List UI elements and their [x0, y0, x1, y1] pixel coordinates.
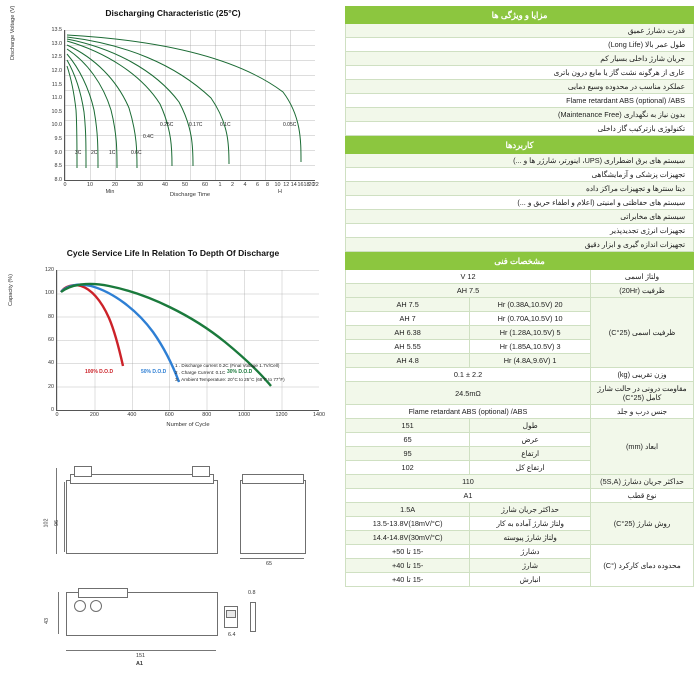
application-item: سیستم های مخابراتی: [346, 210, 694, 224]
x-tick: 8: [266, 182, 269, 188]
dimension-value: 151: [346, 419, 470, 433]
x-tick: 18: [303, 182, 310, 188]
curve-label: 0.6C: [131, 150, 142, 156]
curve-label: 0.17C: [189, 122, 203, 128]
note-line: 3 . Ambient Temperature: 20°C to 25°C (68°F to 77°F): [175, 377, 285, 383]
specs-table: [345, 252, 694, 587]
spec-value-capacity-20hr: 7.5 AH: [346, 284, 591, 298]
feature-item: جریان شارژ داخلی بسیار کم: [346, 52, 694, 66]
spec-label-operating-temperature: محدوده دمای کارکرد (°C): [591, 545, 694, 587]
x-tick: 6: [256, 182, 259, 188]
capacity-condition: 1 Hr (4.8A,9.6V): [470, 354, 591, 368]
feature-item: Flame retardant ABS (optional) /ABS: [346, 94, 694, 108]
dimension-value: 65: [346, 433, 470, 447]
curve-label: 0.1C: [220, 122, 231, 128]
dim-top-height: 43: [44, 618, 50, 624]
feature-item: تکنولوژی بازترکیب گاز داخلی: [346, 122, 694, 136]
spec-label-charge-method: روش شارژ (25°C): [591, 503, 694, 545]
y-tick: 8.0: [54, 177, 62, 183]
note-line: 2 . Charge Current: 0.1C: [175, 370, 226, 376]
x-unit-min: Min: [105, 189, 115, 195]
charge-value: 14.4-14.8V(30mV/°C): [346, 531, 470, 545]
top-view-post-1: [74, 600, 86, 612]
charge-value: 13.5-13.8V(18mV/°C): [346, 517, 470, 531]
spec-value-weight: 2.2 ± 0.1: [346, 368, 591, 382]
spec-value-terminal-type: A1: [346, 489, 591, 503]
spec-label-rated-capacity: ظرفیت اسمی (25°C): [591, 298, 694, 368]
side-view-lid: [242, 474, 304, 484]
y-tick: 100: [45, 290, 54, 297]
spec-label-capacity-20hr: ظرفیت (20Hr): [591, 284, 694, 298]
dim-terminal-height: 6.4: [228, 632, 236, 638]
dim-front-height-inner: 96: [54, 520, 60, 526]
capacity-ah: 7 AH: [346, 312, 470, 326]
front-view: [66, 480, 218, 554]
dim-line-top-height: [58, 592, 59, 634]
x-tick: 16: [297, 182, 304, 188]
curve-label: 0.05C: [283, 122, 297, 128]
dimension-name: ارتفاع کل: [470, 461, 591, 475]
terminal-detail-blade: [250, 602, 256, 632]
y-tick: 10.5: [51, 108, 62, 115]
application-item: دیتا سنترها و تجهیزات مراکز داده: [346, 182, 694, 196]
y-tick: 11.5: [51, 81, 62, 88]
curve-label: 1C: [109, 150, 116, 156]
x-tick: 1400: [313, 412, 325, 418]
curve-label: 0.25C: [160, 122, 174, 128]
capacity-ah: 6.38 AH: [346, 326, 470, 340]
capacity-condition: 3 Hr (1.85A,10.5V): [470, 340, 591, 354]
spec-label-weight: وزن تقریبی (kg): [591, 368, 694, 382]
y-tick: 9.0: [54, 149, 62, 156]
dimension-name: ارتفاع: [470, 447, 591, 461]
left-column: [0, 0, 345, 700]
x-tick: 50: [182, 182, 188, 188]
discharge-chart-plot: [51, 27, 319, 198]
dod-label-50: 50% D.O.D: [141, 369, 167, 375]
discharge-chart-title: Discharging Characteristic (25°C): [105, 8, 241, 18]
x-tick: 0: [63, 182, 67, 188]
dod-label-30: 30% D.O.D: [227, 369, 253, 375]
spec-label-nominal-voltage: ولتاژ اسمی: [591, 270, 694, 284]
y-tick: 13.0: [51, 40, 62, 47]
x-tick: 22: [312, 182, 319, 188]
features-title: مزایا و ویژگی ها: [346, 7, 694, 24]
spec-label-internal-resistance: مقاومت درونی در حالت شارژ کامل (25°C): [591, 382, 694, 405]
cycle-life-chart: [8, 248, 338, 448]
x-tick: 20: [308, 182, 315, 188]
x-tick: 40: [162, 182, 168, 188]
dim-front-height-outer: 102: [43, 518, 50, 528]
dim-side-width: 65: [266, 561, 272, 567]
terminal-detail-notch: [226, 610, 236, 618]
temperature-name: شارژ: [470, 559, 591, 573]
x-tick: 0: [55, 412, 59, 418]
y-tick: 20: [48, 383, 54, 390]
x-tick: 1: [218, 182, 222, 188]
application-item: سیستم های برق اضطراری (UPS، اینورتر، شارژر ها و ...): [346, 154, 694, 168]
y-tick: 80: [48, 313, 54, 320]
spec-value-nominal-voltage: 12 V: [346, 270, 591, 284]
x-tick: 14: [290, 182, 297, 188]
top-view-post-2: [90, 600, 102, 612]
right-column: [345, 6, 694, 587]
dod-label-100: 100% D.O.D: [85, 369, 114, 375]
feature-item: قدرت دشارژ عمیق: [346, 24, 694, 38]
capacity-condition: 10 Hr (0.70A,10.5V): [470, 312, 591, 326]
discharge-chart-xlabel: Discharge Time: [169, 192, 211, 198]
spec-label-max-discharge-current: حداکثر جریان دشارژ (5S,A): [591, 475, 694, 489]
y-tick: 8.5: [54, 163, 62, 170]
temperature-value: -15 تا 40+: [346, 559, 470, 573]
charge-name: حداکثر جریان شارژ: [470, 503, 591, 517]
y-tick: 11.0: [51, 95, 62, 102]
cycle-chart-ylabel: Capacity (%): [8, 273, 14, 306]
top-view-terminal-block: [78, 588, 128, 598]
capacity-ah: 4.8 AH: [346, 354, 470, 368]
side-view: [240, 480, 306, 554]
cycle-chart-xlabel: Number of Cycle: [166, 422, 210, 428]
spec-label-terminal-type: نوع قطب: [591, 489, 694, 503]
dim-top-width: 151: [136, 653, 145, 659]
dim-line-vertical-inner: [64, 482, 65, 552]
dim-line-vertical-outer: [56, 468, 57, 554]
dimension-value: 102: [346, 461, 470, 475]
x-unit-hour: H: [278, 189, 282, 195]
x-tick: 20: [112, 182, 118, 188]
spec-label-dimensions: ابعاد (mm): [591, 419, 694, 475]
temperature-value: -15 تا 40+: [346, 573, 470, 587]
y-tick: 60: [48, 337, 54, 343]
technical-drawings: [0, 462, 345, 700]
application-item: سیستم های حفاظتی و امنیتی (اعلام و اطفاء حریق و ...): [346, 196, 694, 210]
dimension-name: طول: [470, 419, 591, 433]
capacity-ah: 5.55 AH: [346, 340, 470, 354]
x-tick: 200: [89, 412, 99, 418]
x-tick: 30: [137, 182, 143, 188]
y-tick: 13.5: [51, 27, 62, 33]
capacity-condition: 20 Hr (0.38A,10.5V): [470, 298, 591, 312]
x-tick: 400: [127, 412, 137, 418]
curve-label: 2C: [91, 150, 98, 156]
charge-name: ولتاژ شارژ پیوسته: [470, 531, 591, 545]
feature-item: عملکرد مناسب در محدوده وسیع دمایی: [346, 80, 694, 94]
y-tick: 0: [51, 407, 54, 413]
spec-value-case-material: Flame retardant ABS (optional) /ABS: [346, 405, 591, 419]
dim-line-top-width: [66, 650, 216, 651]
x-tick: 12: [283, 182, 290, 188]
x-tick: 1200: [275, 412, 288, 418]
spec-label-case-material: جنس درب و جلد: [591, 405, 694, 419]
front-view-terminal-left: [74, 466, 92, 477]
feature-item: بدون نیاز به نگهداری (Maintenance Free): [346, 108, 694, 122]
dim-line-side-width: [240, 558, 304, 559]
specs-title: مشخصات فنی: [346, 253, 694, 270]
x-tick: 600: [164, 412, 174, 418]
dim-terminal-width: 0.8: [248, 590, 256, 596]
x-tick: 4: [243, 182, 247, 188]
applications-table: [345, 136, 694, 252]
charge-value: 1.5A: [346, 503, 470, 517]
temperature-value: -15 تا 50+: [346, 545, 470, 559]
spec-value-internal-resistance: 24.5mΩ: [346, 382, 591, 405]
x-tick: 800: [202, 412, 212, 418]
discharge-chart-ylabel: Discharge Voltage (V): [10, 5, 16, 60]
x-tick: 10: [87, 182, 93, 188]
terminal-type-label: A1: [136, 661, 143, 667]
x-tick: 1000: [238, 412, 251, 418]
y-tick: 10.0: [51, 122, 62, 129]
cycle-life-chart-title: Cycle Service Life In Relation To Depth Of Discharge: [66, 248, 280, 258]
y-tick: 120: [45, 267, 54, 273]
application-item: تجهیزات پزشکی و آزمایشگاهی: [346, 168, 694, 182]
temperature-name: دشارژ: [470, 545, 591, 559]
capacity-ah: 7.5 AH: [346, 298, 470, 312]
capacity-condition: 5 Hr (1.28A,10.5V): [470, 326, 591, 340]
feature-item: عاری از هرگونه نشت گاز یا مایع درون باتری: [346, 66, 694, 80]
charge-name: ولتاژ شارژ آماده به کار: [470, 517, 591, 531]
y-tick: 9.5: [54, 136, 62, 143]
application-item: تجهیزات اندازه گیری و ابزار دقیق: [346, 238, 694, 252]
spec-value-max-discharge-current: 110: [346, 475, 591, 489]
curve-label: 0.4C: [143, 134, 154, 140]
y-tick: 40: [48, 360, 54, 367]
curve-label: 3C: [75, 150, 82, 156]
cycle-chart-notes: [175, 362, 285, 383]
discharge-chart: [8, 5, 338, 218]
dimension-value: 95: [346, 447, 470, 461]
x-tick: 10: [274, 182, 281, 188]
top-view: [66, 592, 218, 636]
cycle-chart-plot: [45, 267, 325, 428]
x-tick: 60: [202, 182, 208, 188]
front-view-terminal-right: [192, 466, 210, 477]
y-tick: 12.5: [51, 54, 62, 61]
dimension-name: عرض: [470, 433, 591, 447]
y-tick: 12.0: [51, 67, 62, 74]
temperature-name: انبارش: [470, 573, 591, 587]
features-table: [345, 6, 694, 136]
application-item: تجهیزات انرژی تجدیدپذیر: [346, 224, 694, 238]
note-line: 1 . Discharge current 0.2C (Final Voltage 1.7V/Cell): [175, 363, 280, 368]
x-tick: 2: [231, 182, 234, 188]
feature-item: طول عمر بالا (Long Life): [346, 38, 694, 52]
applications-title: کاربردها: [346, 137, 694, 154]
